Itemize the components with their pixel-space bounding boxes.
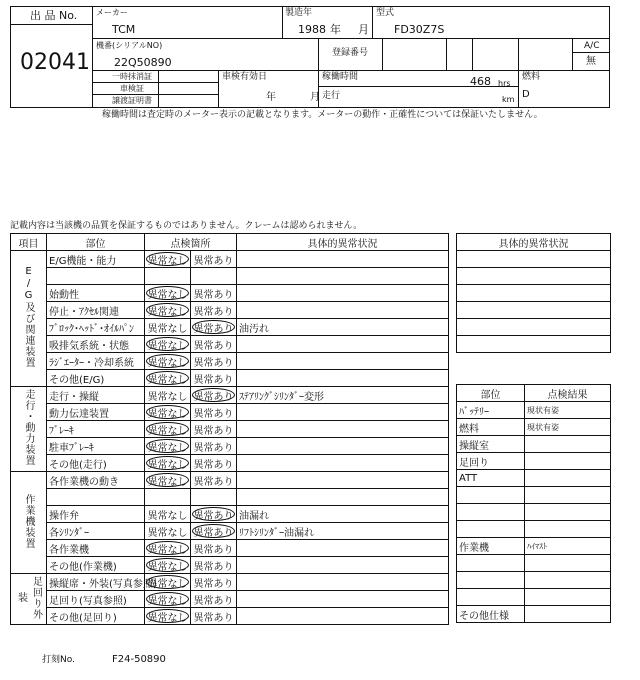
abnormal-option[interactable]: 異常あり	[193, 408, 234, 420]
normal-option[interactable]: 異常なし	[147, 374, 188, 386]
table-row	[11, 455, 449, 472]
inspection-valid-label: 車検有効日	[222, 72, 268, 82]
part-name	[47, 489, 145, 506]
result-value	[525, 470, 611, 487]
table-row	[11, 438, 449, 455]
selection-circle	[146, 303, 189, 317]
detail-cell	[237, 574, 449, 591]
detail-cell	[237, 540, 449, 557]
inspection-table	[10, 233, 449, 625]
serial-label: 機番(シリアルNO)	[96, 41, 163, 50]
table-row	[11, 421, 449, 438]
selection-circle	[146, 252, 189, 266]
part-name: 各作業機	[47, 540, 145, 557]
detail-cell	[237, 404, 449, 421]
table-row	[11, 489, 449, 506]
result-part: ﾊﾞｯﾃﾘｰ	[457, 402, 525, 419]
detail-cell	[237, 591, 449, 608]
header-detail: 具体的異常状況	[237, 234, 449, 251]
part-name: 停止・ｱｸｾﾙ関連	[47, 302, 145, 319]
part-name: 各作業機の動き	[47, 472, 145, 489]
result-part: 燃料	[457, 419, 525, 436]
maker-label: メーカー	[96, 8, 128, 17]
month-unit: 月	[358, 23, 369, 36]
part-name: ﾌﾞﾚｰｷ	[47, 421, 145, 438]
part-name: 動力伝達装置	[47, 404, 145, 421]
part-name: 吸排気系統・状態	[47, 336, 145, 353]
result-part	[457, 555, 525, 572]
result-row	[457, 606, 611, 623]
normal-option[interactable]: 異常なし	[147, 510, 188, 522]
result-row	[457, 470, 611, 487]
table-row	[11, 540, 449, 557]
normal-option[interactable]: 異常なし	[147, 595, 188, 607]
result-part: ATT	[457, 470, 525, 487]
result-value	[525, 436, 611, 453]
abnormal-option[interactable]: 異常あり	[193, 374, 234, 386]
selection-circle	[146, 439, 189, 453]
result-row	[457, 521, 611, 538]
result-row	[457, 504, 611, 521]
km-unit: km	[502, 95, 515, 104]
normal-option[interactable]: 異常なし	[147, 578, 188, 590]
selection-circle	[192, 524, 235, 538]
result-part	[457, 504, 525, 521]
abnormal-option[interactable]: 異常あり	[193, 255, 234, 267]
table-row	[11, 404, 449, 421]
detail-cell: ｽﾃｱﾘﾝｸﾞｼﾘﾝﾀﾞｰ変形	[237, 387, 449, 404]
normal-option[interactable]: 異常なし	[147, 255, 188, 267]
result-row	[457, 487, 611, 504]
part-name: ﾌﾞﾛｯｸ･ﾍｯﾄﾞ･ｵｲﾙﾊﾟﾝ	[47, 319, 145, 336]
year-value: 1988	[298, 23, 326, 36]
part-name: その他(作業機)	[47, 557, 145, 574]
table-row	[11, 506, 449, 523]
result-value: 現状有姿	[525, 402, 611, 419]
stamp-label: 打刻No.	[42, 655, 75, 665]
header-check-point: 点検箇所	[145, 234, 237, 251]
selection-circle	[146, 609, 189, 623]
selection-circle	[146, 473, 189, 487]
maker-value: TCM	[112, 23, 136, 36]
result-header-part: 部位	[457, 385, 525, 402]
selection-circle	[192, 507, 235, 521]
selection-circle	[146, 405, 189, 419]
result-value	[525, 572, 611, 589]
selection-circle	[146, 337, 189, 351]
lot-number: 02041	[20, 50, 90, 75]
part-name: その他(走行)	[47, 455, 145, 472]
table-row	[11, 302, 449, 319]
fuel-label: 燃料	[522, 72, 541, 82]
ac-label: A/C	[584, 41, 600, 51]
abnormal-option[interactable]: 異常あり	[193, 544, 234, 556]
detail-cell	[237, 336, 449, 353]
result-part	[457, 589, 525, 606]
table-row	[11, 336, 449, 353]
lot-label: 出 品 No.	[30, 9, 78, 22]
right-detail-header: 具体的異常状況	[457, 234, 611, 251]
detail-cell	[237, 268, 449, 285]
table-row	[11, 523, 449, 540]
model-label: 型式	[376, 8, 395, 18]
abnormal-option[interactable]: 異常あり	[193, 527, 234, 539]
detail-cell	[237, 370, 449, 387]
abnormal-option[interactable]: 異常あり	[193, 425, 234, 437]
selection-circle	[192, 320, 235, 334]
detail-cell	[237, 489, 449, 506]
header-category: 項目	[11, 234, 47, 251]
abnormal-option[interactable]: 異常あり	[193, 391, 234, 403]
normal-option[interactable]: 異常なし	[147, 357, 188, 369]
detail-cell	[237, 438, 449, 455]
selection-circle	[146, 592, 189, 606]
part-name: 操作弁	[47, 506, 145, 523]
abnormal-option[interactable]: 異常あり	[193, 578, 234, 590]
detail-cell: 油漏れ	[237, 506, 449, 523]
ac-value: 無	[586, 56, 596, 67]
result-part: 足回り	[457, 453, 525, 470]
group-label: 作業機装置	[23, 493, 34, 549]
table-row	[11, 574, 449, 591]
result-value	[525, 555, 611, 572]
selection-circle	[146, 422, 189, 436]
result-row	[457, 419, 611, 436]
result-row	[457, 538, 611, 555]
result-row	[457, 402, 611, 419]
result-part	[457, 487, 525, 504]
hours-label: 稼働時間	[322, 72, 359, 82]
stamp-value: F24-50890	[112, 654, 166, 665]
selection-circle	[146, 286, 189, 300]
serial-value: 22Q50890	[114, 56, 172, 69]
inspection-cert-label: 車検証	[120, 84, 144, 93]
model-value: FD30Z7S	[394, 23, 445, 36]
table-row	[11, 472, 449, 489]
table-row	[11, 319, 449, 336]
right-result-table	[456, 384, 611, 623]
year-unit: 年	[330, 23, 341, 36]
year-label: 製造年	[285, 8, 313, 18]
result-value: ﾊｲﾏｽﾄ	[525, 538, 611, 555]
detail-cell	[237, 455, 449, 472]
normal-option[interactable]: 異常なし	[147, 527, 188, 539]
result-row	[457, 436, 611, 453]
normal-option[interactable]: 異常なし	[147, 544, 188, 556]
result-value	[525, 453, 611, 470]
result-row	[457, 453, 611, 470]
travel-label: 走行	[322, 91, 341, 101]
detail-cell	[237, 251, 449, 268]
normal-option[interactable]: 異常なし	[147, 612, 188, 624]
hours-note: 稼働時間は査定時のメーター表示の記載となります。メーターの動作・正確性については保証いたしません。	[102, 110, 543, 120]
result-value	[525, 504, 611, 521]
part-name: E/G機能・能力	[47, 251, 145, 268]
table-row	[11, 268, 449, 285]
group-label: 足回り外装	[15, 575, 42, 620]
normal-option[interactable]: 異常なし	[147, 408, 188, 420]
table-row	[11, 387, 449, 404]
hours-value: 468	[470, 75, 491, 88]
group-label: E/G及び関連装置	[23, 266, 34, 368]
normal-option[interactable]: 異常なし	[147, 561, 188, 573]
result-row	[457, 589, 611, 606]
detail-cell	[237, 353, 449, 370]
part-name: その他(E/G)	[47, 370, 145, 387]
part-name: その他(足回り)	[47, 608, 145, 625]
normal-option[interactable]: 異常なし	[147, 289, 188, 301]
abnormal-option[interactable]: 異常あり	[193, 510, 234, 522]
hours-unit: hrs	[498, 79, 511, 88]
part-name: 走行・操縦	[47, 387, 145, 404]
inspection-month-unit: 月	[310, 92, 320, 103]
disclaimer-text: 記載内容は当該機の品質を保証するものではありません。クレームは認められません。	[10, 221, 363, 231]
result-part: 作業機	[457, 538, 525, 555]
abnormal-option[interactable]: 異常あり	[193, 459, 234, 471]
part-name	[47, 268, 145, 285]
selection-circle	[192, 388, 235, 402]
part-name: 駐車ﾌﾞﾚｰｷ	[47, 438, 145, 455]
table-row	[11, 353, 449, 370]
detail-cell	[237, 285, 449, 302]
result-row	[457, 555, 611, 572]
result-part	[457, 572, 525, 589]
fuel-value: D	[522, 89, 530, 100]
result-part	[457, 521, 525, 538]
table-row	[11, 591, 449, 608]
abnormal-option[interactable]: 異常あり	[193, 561, 234, 573]
part-name: 足回り(写真参照)	[47, 591, 145, 608]
result-value: 現状有姿	[525, 419, 611, 436]
detail-cell	[237, 608, 449, 625]
part-name: 始動性	[47, 285, 145, 302]
normal-option[interactable]: 異常なし	[147, 306, 188, 318]
abnormal-option[interactable]: 異常あり	[193, 357, 234, 369]
temp-cert-label: 一時抹消証	[112, 72, 152, 81]
table-row	[11, 285, 449, 302]
abnormal-option[interactable]: 異常あり	[193, 612, 234, 624]
detail-cell: ﾘﾌﾄｼﾘﾝﾀﾞｰ油漏れ	[237, 523, 449, 540]
inspection-year-unit: 年	[266, 92, 276, 103]
abnormal-option[interactable]: 異常あり	[193, 306, 234, 318]
right-detail-table	[456, 233, 611, 353]
normal-option[interactable]: 異常なし	[147, 323, 188, 335]
abnormal-option[interactable]: 異常あり	[193, 289, 234, 301]
normal-option[interactable]: 異常なし	[147, 476, 188, 488]
selection-circle	[146, 354, 189, 368]
part-name: 操縦席・外装(写真参照)	[47, 574, 145, 591]
abnormal-option[interactable]: 異常あり	[193, 595, 234, 607]
result-part: 操縦室	[457, 436, 525, 453]
normal-option[interactable]: 異常なし	[147, 425, 188, 437]
normal-option[interactable]: 異常なし	[147, 340, 188, 352]
normal-option[interactable]: 異常なし	[147, 442, 188, 454]
result-header-result: 点検結果	[525, 385, 611, 402]
table-row	[11, 251, 449, 268]
selection-circle	[146, 575, 189, 589]
result-row	[457, 572, 611, 589]
detail-cell	[237, 302, 449, 319]
table-row	[11, 370, 449, 387]
table-row	[11, 557, 449, 574]
transfer-cert-label: 譲渡証明書	[112, 96, 152, 105]
table-row	[11, 608, 449, 625]
part-name: ﾗｼﾞｴｰﾀｰ・冷却系統	[47, 353, 145, 370]
result-value	[525, 521, 611, 538]
selection-circle	[146, 558, 189, 572]
normal-option[interactable]: 異常なし	[147, 459, 188, 471]
abnormal-option[interactable]: 異常あり	[193, 442, 234, 454]
result-part: その他仕様	[457, 606, 525, 623]
group-label: 走行・動力装置	[23, 389, 34, 466]
detail-cell	[237, 421, 449, 438]
result-value	[525, 487, 611, 504]
abnormal-option[interactable]: 異常あり	[193, 476, 234, 488]
result-value	[525, 606, 611, 623]
header-part: 部位	[47, 234, 145, 251]
selection-circle	[146, 371, 189, 385]
detail-cell	[237, 472, 449, 489]
selection-circle	[146, 456, 189, 470]
abnormal-option[interactable]: 異常あり	[193, 323, 234, 335]
detail-cell	[237, 557, 449, 574]
selection-circle	[146, 541, 189, 555]
normal-option[interactable]: 異常なし	[147, 391, 188, 403]
abnormal-option[interactable]: 異常あり	[193, 340, 234, 352]
detail-cell: 油汚れ	[237, 319, 449, 336]
result-value	[525, 589, 611, 606]
reg-label: 登録番号	[332, 48, 369, 58]
part-name: 各ｼﾘﾝﾀﾞｰ	[47, 523, 145, 540]
